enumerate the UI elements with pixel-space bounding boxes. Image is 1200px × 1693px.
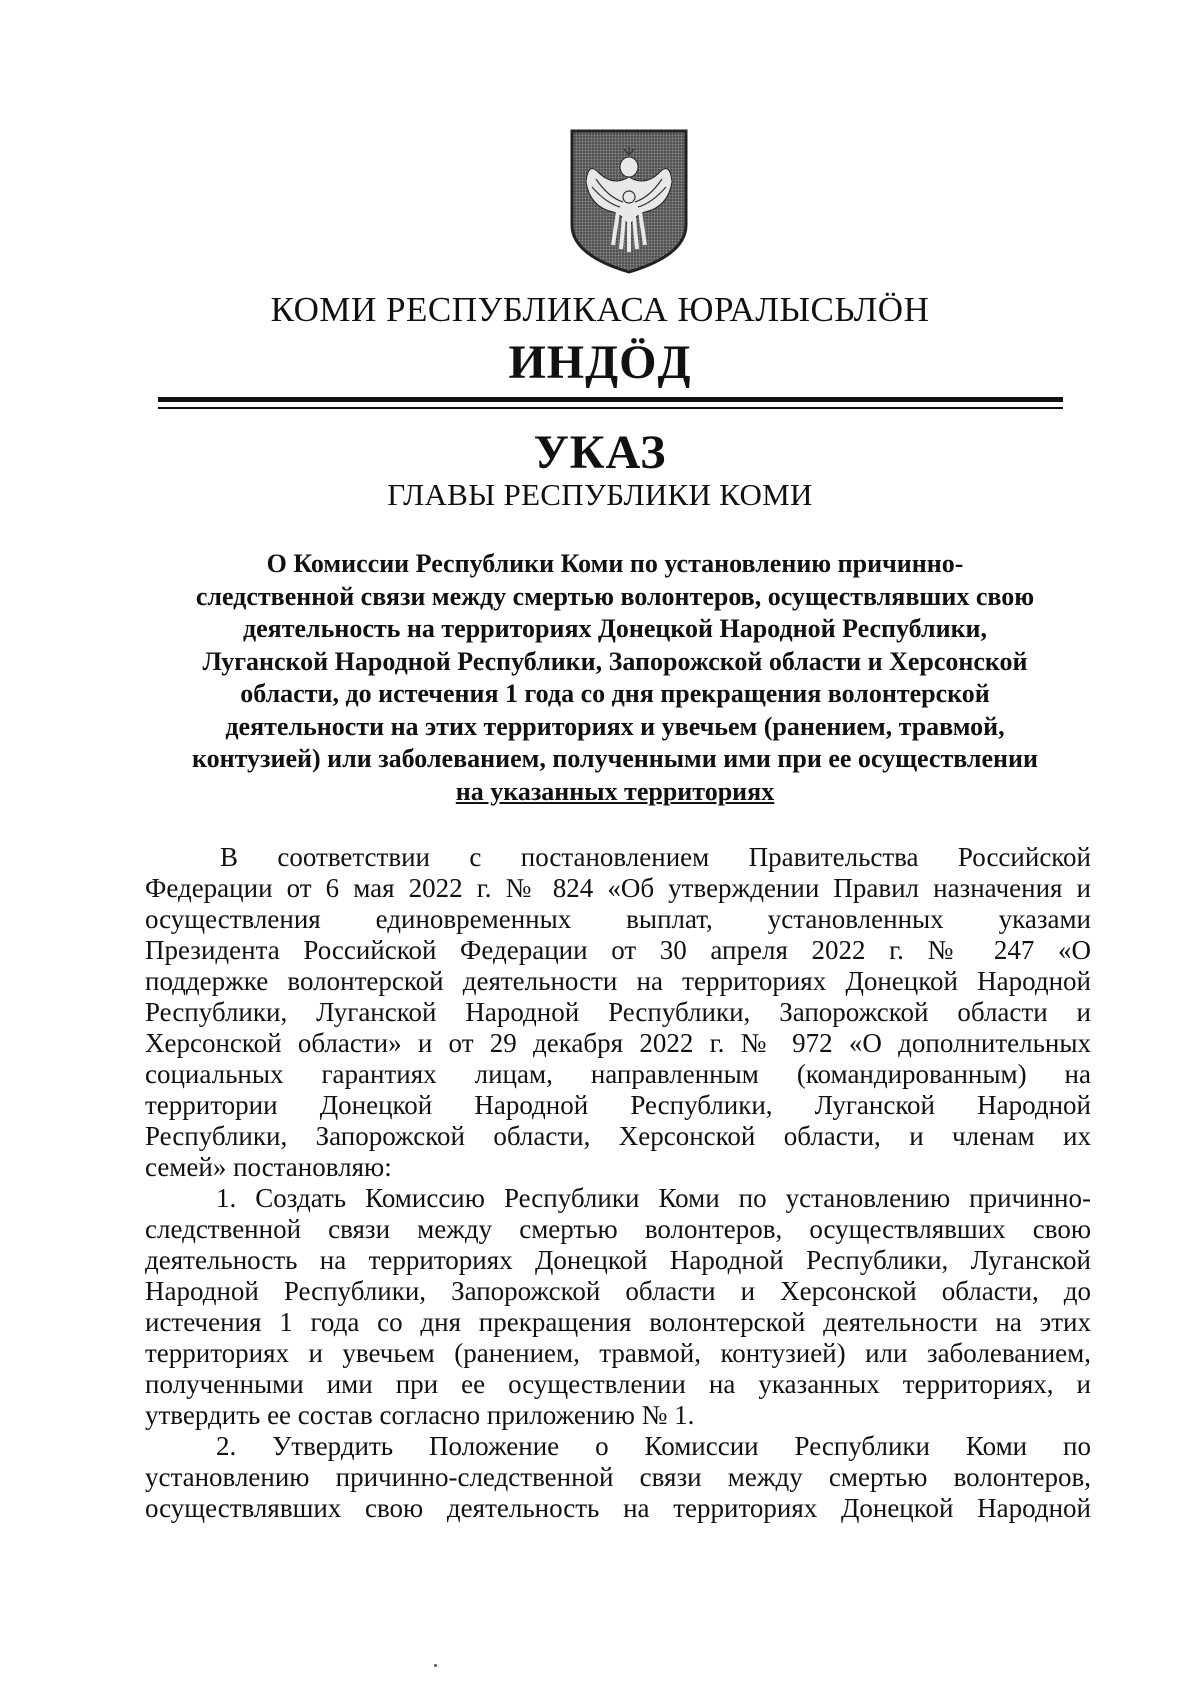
document-body (145, 842, 1091, 1524)
heading-line: области, до истечения 1 года со дня прекращения волонтерской (240, 679, 990, 708)
doc-type-title: УКАЗ (533, 426, 667, 479)
body-line: деятельность на территориях Донецкой Народной Республики, Луганской (145, 1245, 1091, 1275)
body-line: Народной Республики, Запорожской области и Херсонской области, до (145, 1276, 1091, 1306)
doc-issuer: ГЛАВЫ РЕСПУБЛИКИ КОМИ (387, 477, 813, 512)
body-line: полученными ими при ее осуществлении на указанных территориях, и (145, 1369, 1091, 1399)
scan-artifact (434, 1664, 437, 1667)
heading-line: деятельность на территориях Донецкой Народной Республики, (242, 614, 988, 643)
body-line-item-1: 1. Создать Комиссию Республики Коми по установлению причинно- (216, 1183, 1091, 1213)
body-line: Президента Российской Федерации от 30 апреля 2022 г. № 247 «О (145, 935, 1091, 965)
body-line: истечения 1 года со дня прекращения волонтерской деятельности на этих (145, 1307, 1091, 1337)
org-title-komi: КОМИ РЕСПУБЛИКАСА ЮРАЛЫСЬЛӦН (270, 290, 930, 329)
body-line: семей» постановляю: (145, 1152, 392, 1182)
body-line: В соответствии с постановлением Правительства Российской (220, 842, 1091, 872)
heading-line: О Комиссии Республики Коми по установлению причинно- (266, 549, 964, 578)
body-line: социальных гарантиях лицам, направленным (командированным) на (145, 1059, 1091, 1089)
header-rule-thick (158, 397, 1063, 402)
heading-line: контузией) или заболеванием, полученными ими при ее осуществлении (192, 744, 1038, 773)
body-line: поддержке волонтерской деятельности на территориях Донецкой Народной (145, 966, 1091, 996)
komi-coat-of-arms-icon (568, 127, 690, 275)
heading-line: деятельности на этих территориях и увечьем (ранением, травмой, (225, 711, 1005, 741)
body-line: установлению причинно-следственной связи между смертью волонтеров, (145, 1462, 1091, 1492)
document-heading (140, 548, 1090, 808)
heading-line: следственной связи между смертью волонтеров, осуществлявших свою (195, 581, 1035, 611)
body-line: территории Донецкой Народной Республики, Луганской Народной (145, 1090, 1091, 1120)
body-line: осуществлявших свою деятельность на территориях Донецкой Народной (145, 1493, 1091, 1523)
body-line: осуществления единовременных выплат, установленных указами (145, 904, 1091, 934)
body-line: Республики, Запорожской области, Херсонской области, и членам их (145, 1121, 1091, 1151)
body-line: Федерации от 6 мая 2022 г. № 824 «Об утверждении Правил назначения и (145, 873, 1091, 903)
body-line: Республики, Луганской Народной Республики, Запорожской области и (145, 997, 1091, 1027)
body-line: территориях и увечьем (ранением, травмой, контузией) или заболеванием, (145, 1338, 1091, 1368)
body-line-item-2: 2. Утвердить Положение о Комиссии Республики Коми по (216, 1431, 1091, 1461)
body-line: утвердить ее состав согласно приложению № 1. (145, 1400, 695, 1430)
heading-line: Луганской Народной Республики, Запорожской области и Херсонской (202, 646, 1028, 676)
header-rule-thin (158, 407, 1063, 409)
body-line: следственной связи между смертью волонтеров, осуществлявших свою (145, 1214, 1091, 1244)
doc-type-komi: ИНДӦД (508, 336, 692, 389)
heading-line-underlined: на указанных территориях (455, 776, 775, 806)
body-line: Херсонской области» и от 29 декабря 2022 г. № 972 «О дополнительных (145, 1028, 1091, 1058)
